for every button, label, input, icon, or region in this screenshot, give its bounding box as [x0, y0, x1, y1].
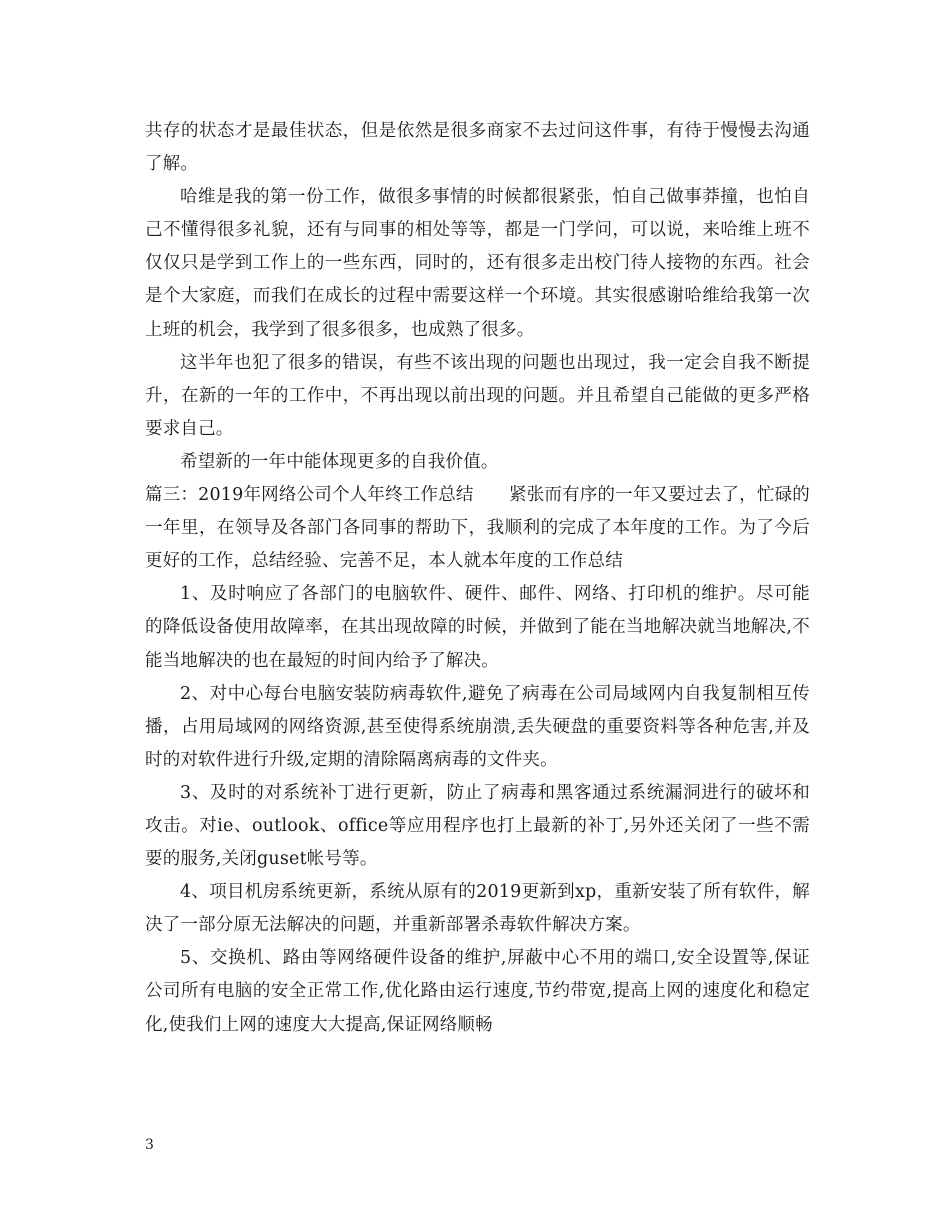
list-item-1: 1、及时响应了各部门的电脑软件、硬件、邮件、网络、打印机的维护。尽可能的降低设备使用故障率，在其出现故障的时候，并做到了能在当地解决就当地解决,不能当地解决的也在最短的时间内给予了解决。 [145, 584, 810, 671]
paragraph-4: 希望新的一年中能体现更多的自我价值。 [180, 451, 499, 472]
list-item-4: 4、项目机房系统更新，系统从原有的2019更新到xp，重新安装了所有软件，解决了一部分原无法解决的问题，并重新部署杀毒软件解决方案。 [145, 882, 810, 936]
document-body [145, 115, 810, 1042]
list-item-3: 3、及时的对系统补丁进行更新，防止了病毒和黑客通过系统漏洞进行的破坏和攻击。对ie、outlook、office等应用程序也打上最新的补丁,另外还关闭了一些不需要的服务,关闭guset帐号等。 [145, 782, 810, 870]
list-item-5: 5、交换机、路由等网络硬件设备的维护,屏蔽中心不用的端口,安全设置等,保证公司所有电脑的安全正常工作,优化路由运行速度,节约带宽,提高上网的速度化和稳定化,使我们上网的速度大大提高,保证网络顺畅 [145, 948, 810, 1035]
section-heading-paragraph: 篇三：2019年网络公司个人年终工作总结 紧张而有序的一年又要过去了，忙碌的一年里，在领导及各部门各同事的帮助下，我顺利的完成了本年度的工作。为了今后更好的工作，总结经验、完善不足，本人就本年度的工作总结 [145, 485, 810, 572]
paragraph-3: 这半年也犯了很多的错误，有些不该出现的问题也出现过，我一定会自我不断提升，在新的一年的工作中，不再出现以前出现的问题。并且希望自己能做的更多严格要求自己。 [145, 352, 810, 439]
paragraph-1: 共存的状态才是最佳状态，但是依然是很多商家不去过问这件事，有待于慢慢去沟通了解。 [145, 121, 810, 175]
paragraph-2: 哈维是我的第一份工作，做很多事情的时候都很紧张，怕自己做事莽撞，也怕自己不懂得很多礼貌，还有与同事的相处等等，都是一门学问，可以说，来哈维上班不仅仅只是学到工作上的一些东西，同时的，还有很多走出校门待人接物的东西。社会是个大家庭，而我们在成长的过程中需要这样一个环境。其实很感谢哈维给我第一次上班的机会，我学到了很多很多，也成熟了很多。 [145, 187, 810, 340]
page-number: 3 [145, 1137, 154, 1153]
list-item-2: 2、对中心每台电脑安装防病毒软件,避免了病毒在公司局域网内自我复制相互传播，占用局域网的网络资源,甚至使得系统崩溃,丢失硬盘的重要资料等各种危害,并及时的对软件进行升级,定期的清除隔离病毒的文件夹。 [145, 683, 810, 770]
